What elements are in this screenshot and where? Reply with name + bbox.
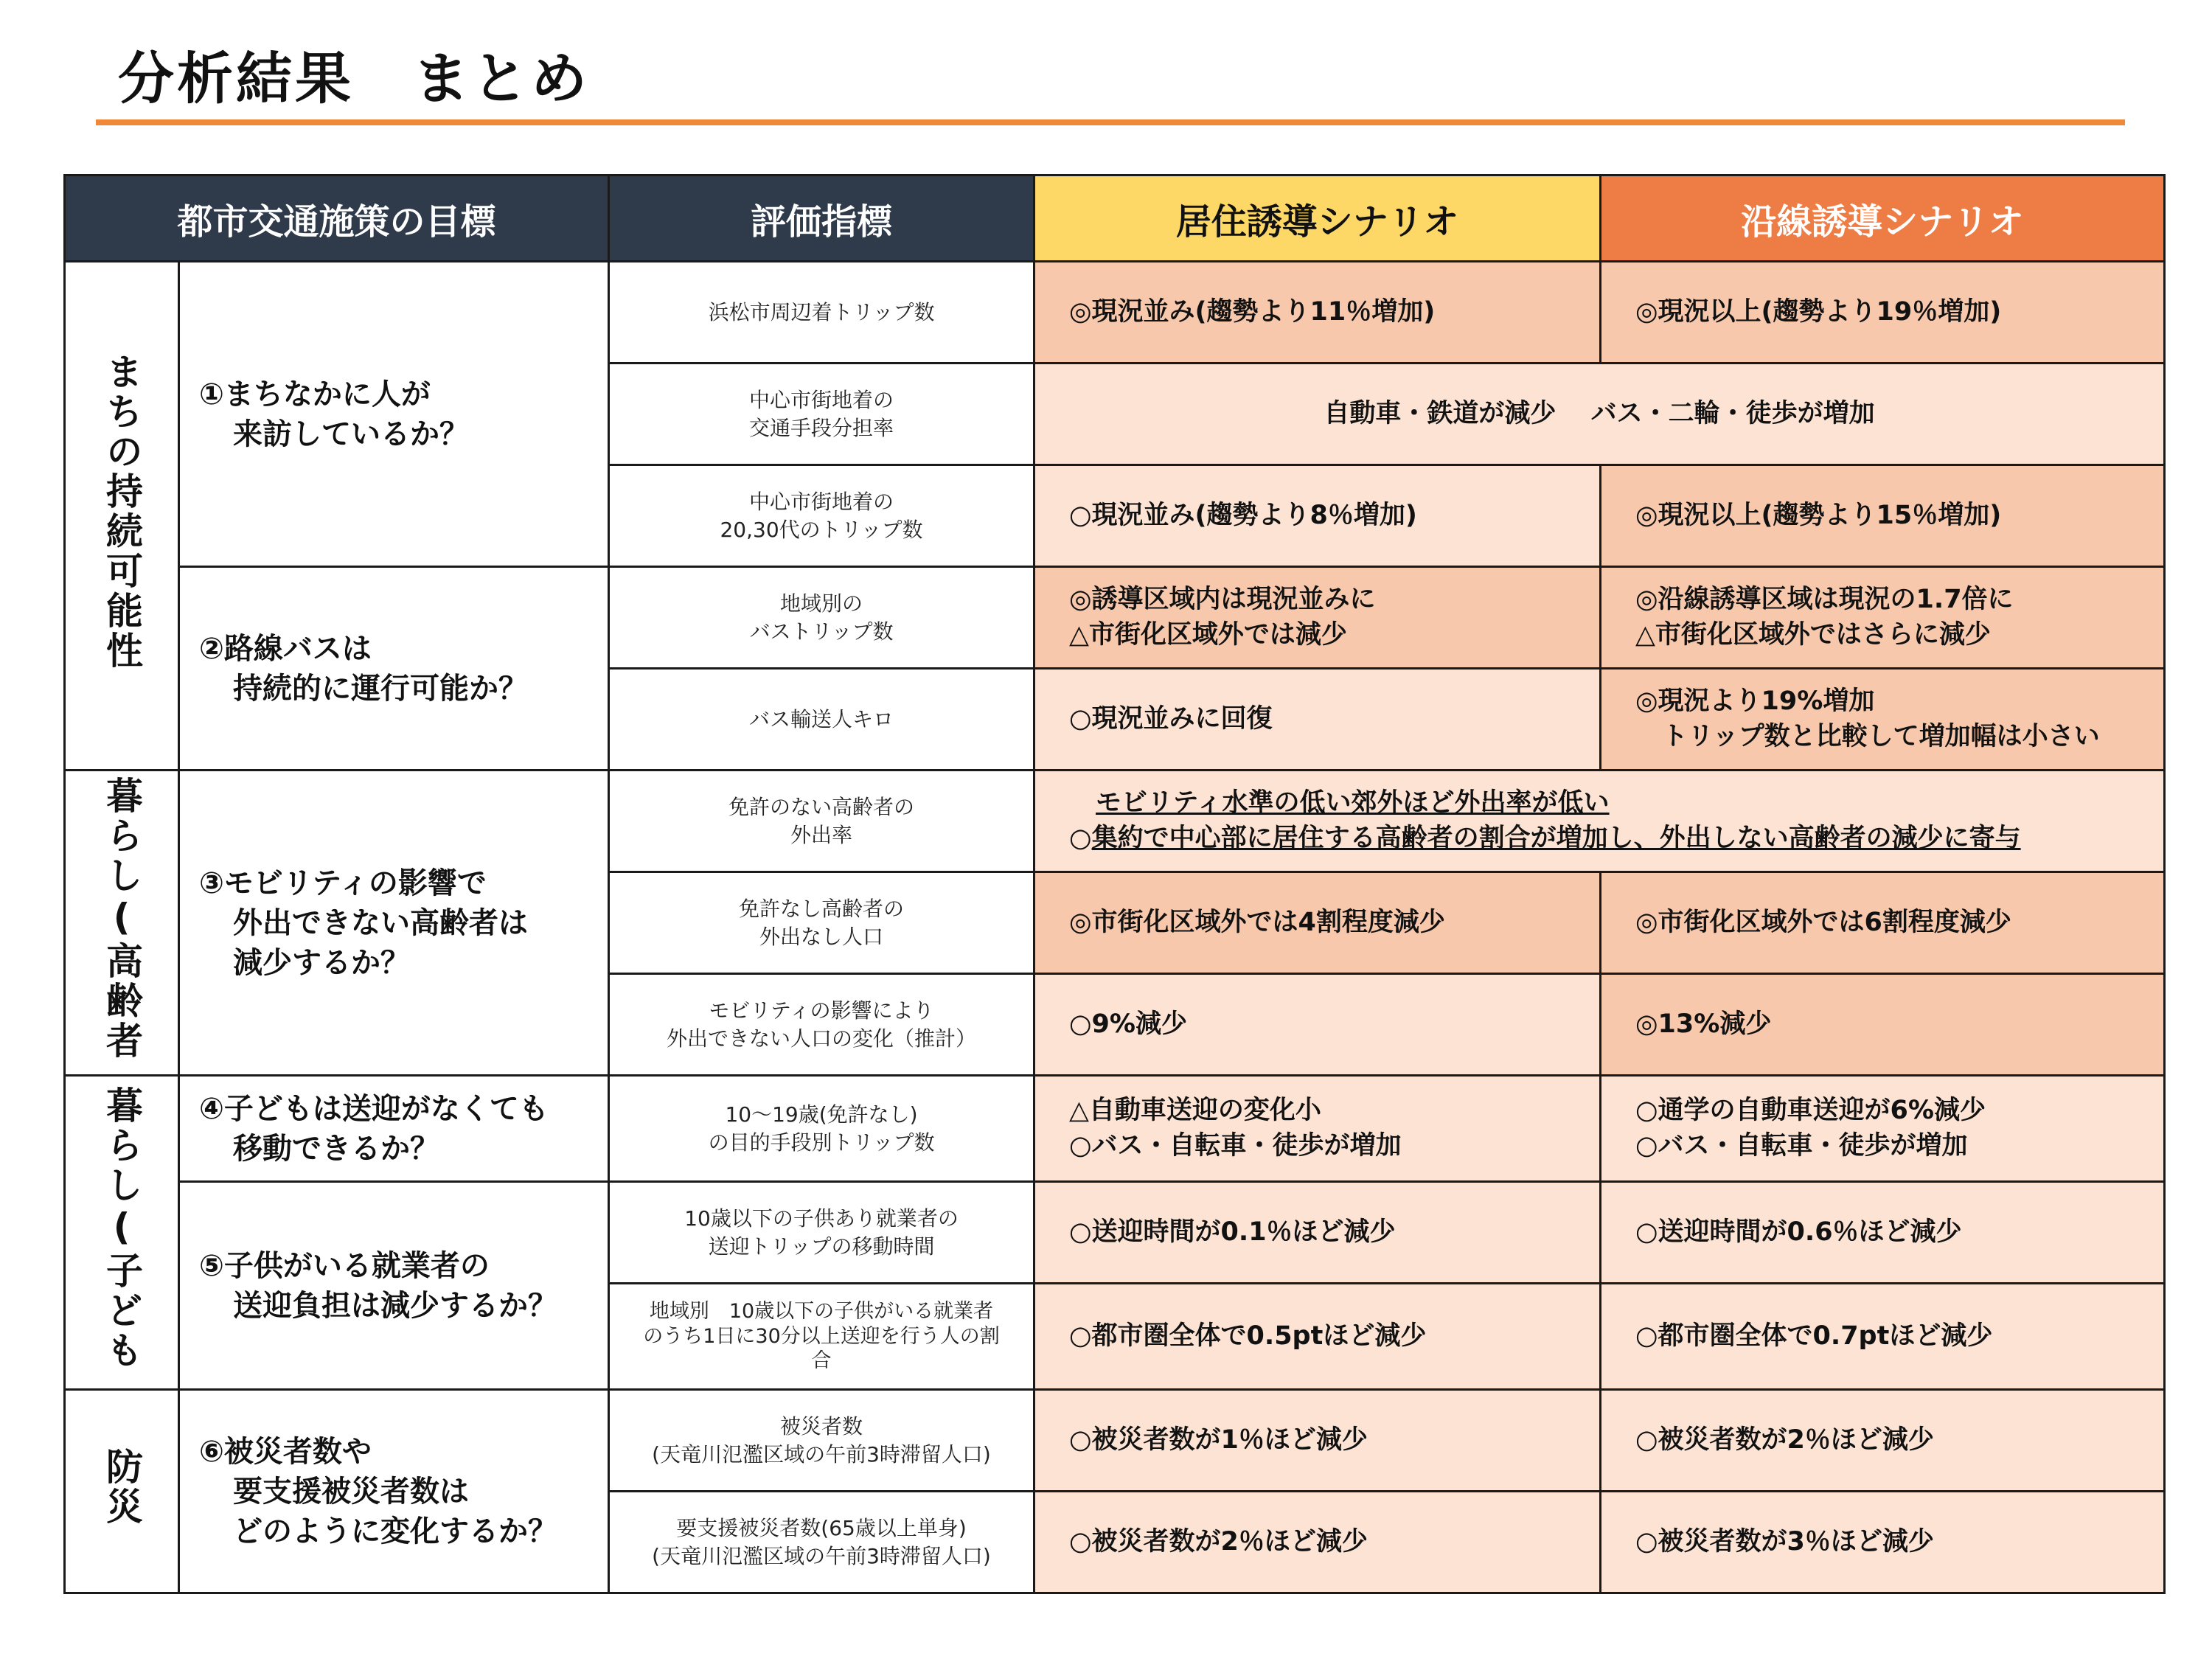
table-row xyxy=(65,1390,2165,1492)
result-scenario-b: ◎13%減少 xyxy=(1601,974,2165,1076)
indicator-cell: 地域別の バストリップ数 xyxy=(609,567,1034,669)
category-children: 暮らし(子ども xyxy=(65,1076,179,1390)
result-scenario-b: ◎市街化区域外では6割程度減少 xyxy=(1601,872,2165,974)
header-indicator: 評価指標 xyxy=(609,175,1034,262)
indicator-cell: 中心市街地着の 交通手段分担率 xyxy=(609,364,1034,465)
result-scenario-a: △自動車送迎の変化小 ○バス・自転車・徒歩が増加 xyxy=(1034,1076,1601,1182)
indicator-cell: バス輸送人キロ xyxy=(609,669,1034,771)
result-scenario-a: ◎誘導区域内は現況並みに △市街化区域外では減少 xyxy=(1034,567,1601,669)
summary-table xyxy=(63,174,2166,1594)
table-row xyxy=(65,1076,2165,1182)
header-scenario-b: 沿線誘導シナリオ xyxy=(1601,175,2165,262)
result-scenario-b: ◎現況以上(趨勢より15％増加) xyxy=(1601,465,2165,567)
category-elderly: 暮らし(高齢者 xyxy=(65,771,179,1076)
goal-1: ①まちなかに人が 来訪しているか？ xyxy=(179,262,609,567)
result-scenario-a: ◎現況並み(趨勢より11％増加) xyxy=(1034,262,1601,364)
goal-5: ⑤子供がいる就業者の 送迎負担は減少するか？ xyxy=(179,1182,609,1390)
indicator-cell: 要支援被災者数(65歳以上単身) (天竜川氾濫区域の午前3時滞留人口) xyxy=(609,1492,1034,1593)
indicator-cell: 中心市街地着の 20,30代のトリップ数 xyxy=(609,465,1034,567)
title-rule xyxy=(96,119,2125,125)
result-scenario-b: ◎沿線誘導区域は現況の1.7倍に △市街化区域外ではさらに減少 xyxy=(1601,567,2165,669)
result-scenario-b: ○被災者数が3％ほど減少 xyxy=(1601,1492,2165,1593)
result-scenario-b: ○送迎時間が0.6％ほど減少 xyxy=(1601,1182,2165,1284)
header-scenario-a: 居住誘導シナリオ xyxy=(1034,175,1601,262)
indicator-cell: 免許のない高齢者の 外出率 xyxy=(609,771,1034,872)
goal-3: ③モビリティの影響で 外出できない高齢者は 減少するか？ xyxy=(179,771,609,1076)
result-scenario-a: ◎市街化区域外では4割程度減少 xyxy=(1034,872,1601,974)
result-scenario-a: ○都市圏全体で0.5ptほど減少 xyxy=(1034,1284,1601,1390)
indicator-cell: 被災者数 (天竜川氾濫区域の午前3時滞留人口) xyxy=(609,1390,1034,1492)
category-disaster: 防災 xyxy=(65,1390,179,1593)
indicator-cell: 地域別 10歳以下の子供がいる就業者 のうち1日に30分以上送迎を行う人の割 合 xyxy=(609,1284,1034,1390)
result-merged: 自動車・鉄道が減少 バス・二輪・徒歩が増加 xyxy=(1034,364,2165,465)
result-scenario-b: ○被災者数が2％ほど減少 xyxy=(1601,1390,2165,1492)
result-scenario-b: ○都市圏全体で0.7ptほど減少 xyxy=(1601,1284,2165,1390)
page-title: 分析結果 まとめ xyxy=(118,46,590,111)
table-row xyxy=(65,567,2165,669)
indicator-cell: 10歳以下の子供あり就業者の 送迎トリップの移動時間 xyxy=(609,1182,1034,1284)
goal-2: ②路線バスは 持続的に運行可能か？ xyxy=(179,567,609,771)
indicator-cell: モビリティの影響により 外出できない人口の変化（推計） xyxy=(609,974,1034,1076)
result-scenario-a: ○被災者数が2％ほど減少 xyxy=(1034,1492,1601,1593)
result-scenario-a: ○現況並み(趨勢より8％増加) xyxy=(1034,465,1601,567)
result-merged: モビリティ水準の低い郊外ほど外出率が低い ○集約で中心部に居住する高齢者の割合が増加し、外出しない高齢者の減少に寄与 xyxy=(1034,771,2165,872)
indicator-cell: 浜松市周辺着トリップ数 xyxy=(609,262,1034,364)
goal-6: ⑥被災者数や 要支援被災者数は どのように変化するか？ xyxy=(179,1390,609,1593)
result-scenario-b: ◎現況より19%増加 トリップ数と比較して増加幅は小さい xyxy=(1601,669,2165,771)
indicator-cell: 10～19歳(免許なし) の目的手段別トリップ数 xyxy=(609,1076,1034,1182)
result-scenario-a: ○被災者数が1％ほど減少 xyxy=(1034,1390,1601,1492)
result-scenario-a: ○現況並みに回復 xyxy=(1034,669,1601,771)
table-row xyxy=(65,262,2165,364)
table-row xyxy=(65,771,2165,872)
header-goal: 都市交通施策の目標 xyxy=(65,175,609,262)
result-scenario-b: ○通学の自動車送迎が6%減少 ○バス・自転車・徒歩が増加 xyxy=(1601,1076,2165,1182)
table-row xyxy=(65,1182,2165,1284)
category-sustainability: まちの持続可能性 xyxy=(65,262,179,771)
result-scenario-b: ◎現況以上(趨勢より19％増加) xyxy=(1601,262,2165,364)
result-scenario-a: ○送迎時間が0.1％ほど減少 xyxy=(1034,1182,1601,1284)
indicator-cell: 免許なし高齢者の 外出なし人口 xyxy=(609,872,1034,974)
result-scenario-a: ○9%減少 xyxy=(1034,974,1601,1076)
goal-4: ④子どもは送迎がなくても 移動できるか？ xyxy=(179,1076,609,1182)
header-row xyxy=(65,175,2165,262)
